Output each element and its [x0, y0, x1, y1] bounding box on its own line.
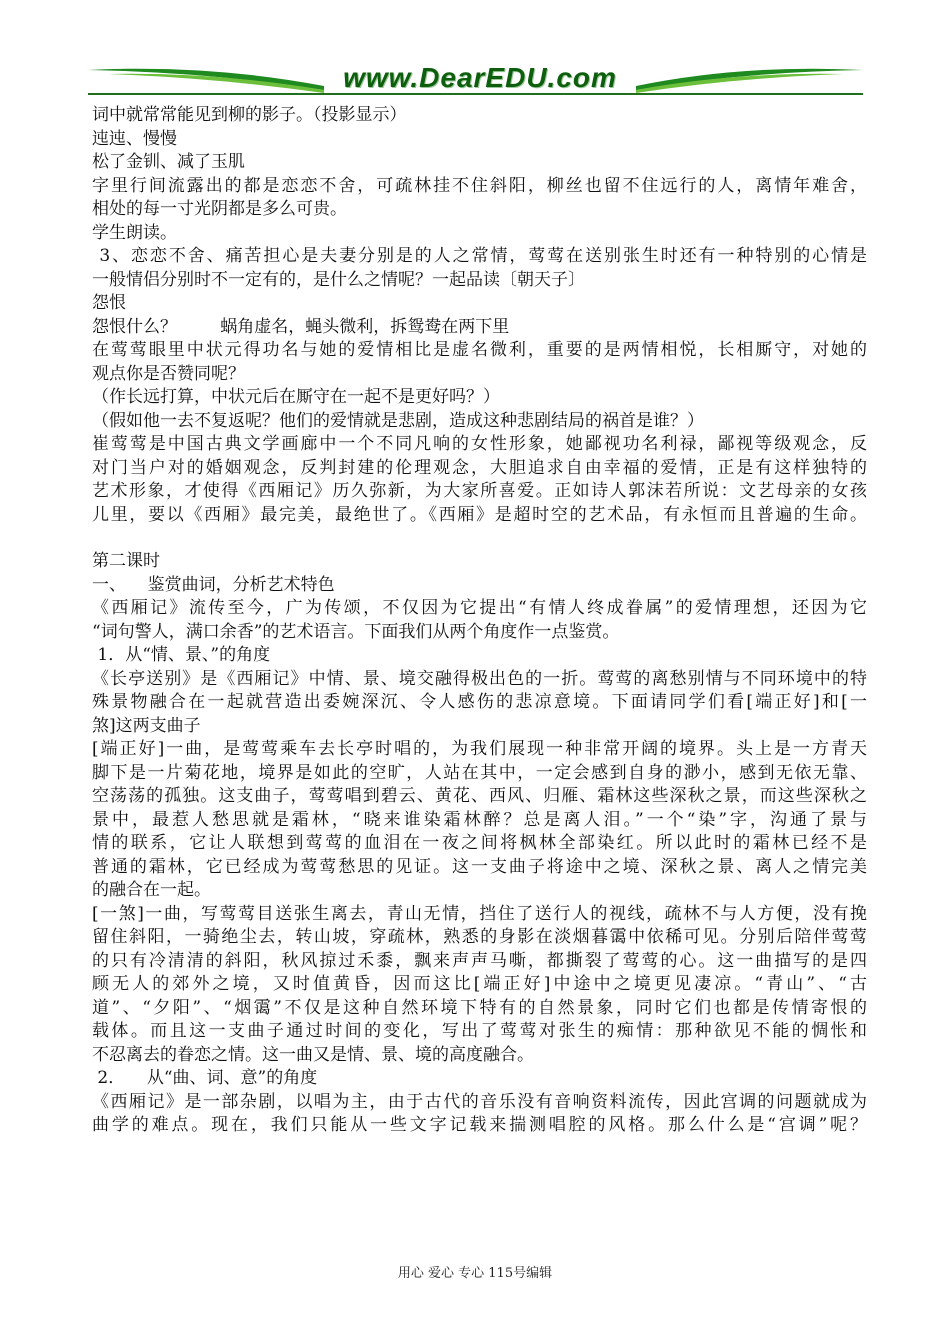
text-line: 相处的每一寸光阴都是多么可贵。 [92, 199, 347, 219]
text-line: 留住斜阳，一骑绝尘去，转山坡，穿疏林，熟悉的身影在淡烟暮霭中依稀可见。分别后陪伴莺莺 [92, 927, 867, 947]
text-line: 在莺莺眼里中状元得功名与她的爱情相比是虚名微利，重要的是两情相悦，长相厮守，对她的 [92, 340, 867, 360]
text-line: 《西厢记》流传至今，广为传颂，不仅因为它提出“有情人终成眷属”的爱情理想，还因为它 [92, 598, 867, 618]
text-line: 松了金钏、减了玉肌 [92, 152, 245, 172]
text-line: 普通的霜林，它已经成为莺莺愁思的见证。这一支曲子将途中之境、深秋之景、离人之情完美 [92, 856, 867, 877]
site-banner [88, 60, 863, 96]
page-footer: 用心 爱心 专心 115号编辑 [397, 1266, 553, 1281]
text-line: （作长远打算，中状元后在厮守在一起不是更好吗？） [92, 387, 500, 407]
text-line: 不忍离去的眷恋之情。这一曲又是情、景、境的高度融合。 [92, 1044, 534, 1065]
text-line: 艺术形象，才使得《西厢记》历久弥新，为大家所喜爱。正如诗人郭沫若所说：文艺母亲的女孩 [92, 481, 867, 501]
text-line: 3、恋恋不舍、痛苦担心是夫妻分别是的人之常情，莺莺在送别张生时还有一种特别的心情是 [92, 246, 867, 266]
text-line: 殊景物融合在一起就营造出委婉深沉、令人感伤的悲凉意境。下面请同学们看[端正好]和[一 [92, 692, 867, 712]
text-line: 怨恨 [92, 293, 126, 313]
text-line: 字里行间流露出的都是恋恋不舍，可疏林挂不住斜阳，柳丝也留不住远行的人，离情年难舍， [92, 175, 867, 196]
text-line: （假如他一去不复返呢？他们的爱情就是悲剧，造成这种悲剧结局的祸首是谁？） [92, 410, 704, 431]
text-line: 空荡荡的孤独。这支曲子，莺莺唱到碧云、黄花、西风、归雁、霜林这些深秋之景，而这些深秋之 [92, 786, 867, 806]
text-line: [端正好]一曲，是莺莺乘车去长亭时唱的，为我们展现一种非常开阔的境界。头上是一方青天 [92, 739, 867, 759]
text-line: 词中就常常能见到柳的影子。（投影显示） [92, 105, 407, 125]
text-line: 第二课时 [92, 551, 160, 571]
text-line: 顾无人的郊外之境，又时值黄昏，因而这比[端正好]中途中之境更见凄凉。“青山”、“古 [92, 974, 867, 994]
text-line: 煞]这两支曲子 [92, 715, 201, 736]
document-body [92, 104, 867, 1138]
text-line: 脚下是一片菊花地，境界是如此的空旷，人站在其中，一定会感到自身的渺小，感到无依无靠、 [92, 762, 867, 783]
text-line: 道”、“夕阳”、“烟霭”不仅是这种自然环境下特有的自然景象，同时它们也都是传情寄恨的 [92, 997, 867, 1018]
text-line: [一煞]一曲，写莺莺目送张生离去，青山无情，挡住了送行人的视线，疏林不与人方便，没有挽 [92, 903, 867, 924]
text-line: 观点你是否赞同呢？ [92, 363, 245, 384]
text-line: 一般情侣分别时不一定有的，是什么之情呢？一起品读〔朝天子〕 [92, 269, 585, 290]
text-line: 情的联系，它让人联想到莺莺的血泪在一夜之间将枫林全部染红。所以此时的霜林已经不是 [92, 833, 867, 853]
text-line: 2． 从“曲、词、意”的角度 [92, 1068, 318, 1088]
blank-line [92, 527, 867, 550]
text-line: 对门当户对的婚姻观念，反判封建的伦理观念，大胆追求自由幸福的爱情，正是有这样独特的 [92, 457, 867, 478]
text-line: 的只有冷清清的斜阳，秋风掠过禾黍，飘来声声马嘶，都撕裂了莺莺的心。这一曲描写的是四 [92, 950, 867, 971]
text-line: “词句警人，满口余香”的艺术语言。下面我们从两个角度作一点鉴赏。 [92, 621, 620, 642]
text-line: 《西厢记》是一部杂剧，以唱为主，由于古代的音乐没有音响资料流传，因此宫调的问题就成为 [92, 1091, 867, 1112]
text-line: 1．从“情、景、”的角度 [92, 645, 271, 665]
text-line: 《长亭送别》是《西厢记》中情、景、境交融得极出色的一折。莺莺的离愁别情与不同环境中的特 [92, 668, 867, 689]
text-line: 迍迍、慢慢 [92, 128, 177, 149]
text-line: 景中，最惹人愁思就是霜林，“晓来谁染霜林醉？总是离人泪。”一个“染”字，沟通了景与 [92, 809, 867, 830]
text-line: 的融合在一起。 [92, 880, 211, 900]
text-line: 曲学的难点。现在，我们只能从一些文字记载来揣测唱腔的风格。那么什么是“宫调”呢？ [92, 1115, 867, 1135]
text-line: 崔莺莺是中国古典文学画廊中一个不同凡响的女性形象，她鄙视功名利禄，鄙视等级观念，反 [92, 434, 867, 454]
text-line: 儿里，要以《西厢》最完美，最绝世了。《西厢》是超时空的艺术品，有永恒而且普遍的生命。 [92, 504, 867, 525]
text-line: 怨恨什么？ 蜗角虚名，蝇头微利，拆鸳鸯在两下里 [92, 316, 510, 337]
text-line: 一、 鉴赏曲词，分析艺术特色 [92, 574, 335, 595]
text-line: 载体。而且这一支曲子通过时间的变化，写出了莺莺对张生的痴情：那种欲见不能的惆怅和 [92, 1021, 867, 1041]
text-line: 学生朗读。 [92, 222, 177, 243]
site-logo[interactable]: www.DearEDU.com [343, 62, 617, 93]
